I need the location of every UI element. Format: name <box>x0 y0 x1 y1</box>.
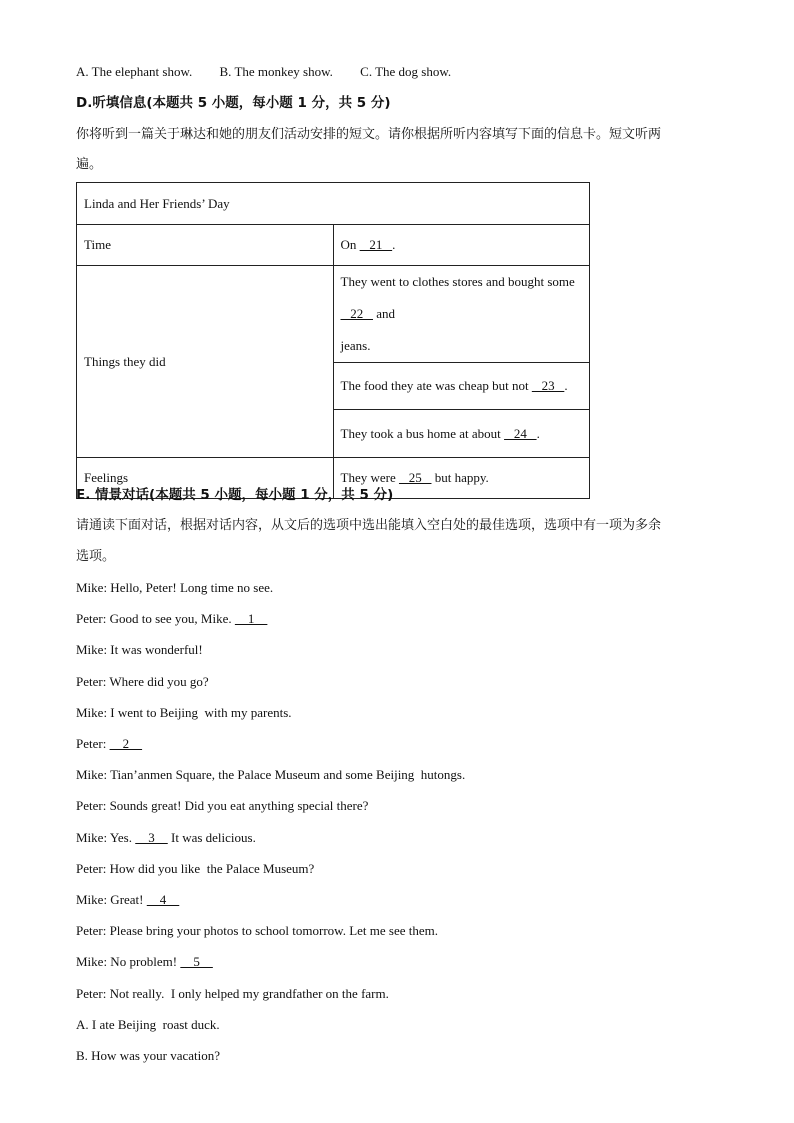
dialogue-line: Mike: Yes. 3 It was delicious. <box>76 830 256 845</box>
dialogue-line: Mike: It was wonderful! <box>76 642 203 657</box>
feelings-cell: They were 25 but happy. <box>333 458 590 499</box>
blank-22[interactable]: 22 <box>340 306 373 321</box>
dialogue-blank-2[interactable]: 2 <box>109 736 143 751</box>
option-a: A. The elephant show. <box>76 64 193 79</box>
dialogue-line: Peter: Sounds great! Did you eat anything special there? <box>76 798 369 813</box>
blank-25[interactable]: 25 <box>398 470 432 485</box>
dialogue-line: Peter: How did you like the Palace Museum? <box>76 861 315 876</box>
section-e-heading: E. 情景对话(本题共 5 小题，每小题 1 分，共 5 分) <box>76 487 394 503</box>
dialogue-line: Mike: I went to Beijing with my parents. <box>76 705 292 720</box>
thing1-cell: They went to clothes stores and bought some 22 and jeans. <box>333 266 590 363</box>
section-d-instruction-line2: 遍。 <box>76 157 103 172</box>
things-label: Things they did <box>77 266 334 458</box>
dialogue-line: Mike: Great! 4 <box>76 892 180 907</box>
thing3-cell: They took a bus home at about 24 . <box>333 410 590 458</box>
time-label: Time <box>77 225 334 266</box>
dialogue-line: Mike: Hello, Peter! Long time no see. <box>76 580 274 595</box>
thing2-cell: The food they ate was cheap but not 23 . <box>333 363 590 410</box>
section-e-instruction-line1: 请通读下面对话，根据对话内容，从文后的选项中选出能填入空白处的最佳选项，选项中有一项为多余 <box>76 518 662 533</box>
blank-21[interactable]: 21 <box>359 237 393 252</box>
dialogue-line: Mike: Tian’anmen Square, the Palace Museum and some Beijing hutongs. <box>76 767 466 782</box>
section-e-instruction-line2: 选项。 <box>76 549 116 564</box>
dialogue-blank-3[interactable]: 3 <box>135 830 168 845</box>
dialogue-blank-1[interactable]: 1 <box>234 611 268 626</box>
option-c: C. The dog show. <box>360 64 452 79</box>
dialogue-line: Peter: Where did you go? <box>76 674 209 689</box>
blank-24[interactable]: 24 <box>504 425 537 441</box>
dialogue-blank-4[interactable]: 4 <box>146 892 180 907</box>
dialogue-line: Peter: Not really. I only helped my grandfather on the farm. <box>76 986 389 1001</box>
dialogue-blank-5[interactable]: 5 <box>180 954 213 969</box>
blank-23[interactable]: 23 <box>531 378 565 393</box>
dialogue-line: Peter: Good to see you, Mike. 1 <box>76 611 268 626</box>
dialogue-line: Mike: No problem! 5 <box>76 954 213 969</box>
option-b: B. The monkey show. <box>219 64 333 79</box>
dialogue-line: Peter: 2 <box>76 736 143 751</box>
info-card-table <box>76 182 590 499</box>
feelings-label: Feelings <box>77 458 334 499</box>
dialogue-line: Peter: Please bring your photos to school tomorrow. Let me see them. <box>76 923 439 938</box>
section-d-instruction-line1: 你将听到一篇关于琳达和她的朋友们活动安排的短文。请你根据所听内容填写下面的信息卡。短文听两 <box>76 127 662 142</box>
listening-options <box>76 64 475 80</box>
time-cell: On 21 . <box>333 225 590 266</box>
section-d-heading: D.听填信息(本题共 5 小题，每小题 1 分，共 5 分) <box>76 95 391 111</box>
info-card-title: Linda and Her Friends’ Day <box>77 183 590 225</box>
answer-option-b: B. How was your vacation? <box>76 1048 221 1063</box>
answer-option-a: A. I ate Beijing roast duck. <box>76 1017 220 1032</box>
